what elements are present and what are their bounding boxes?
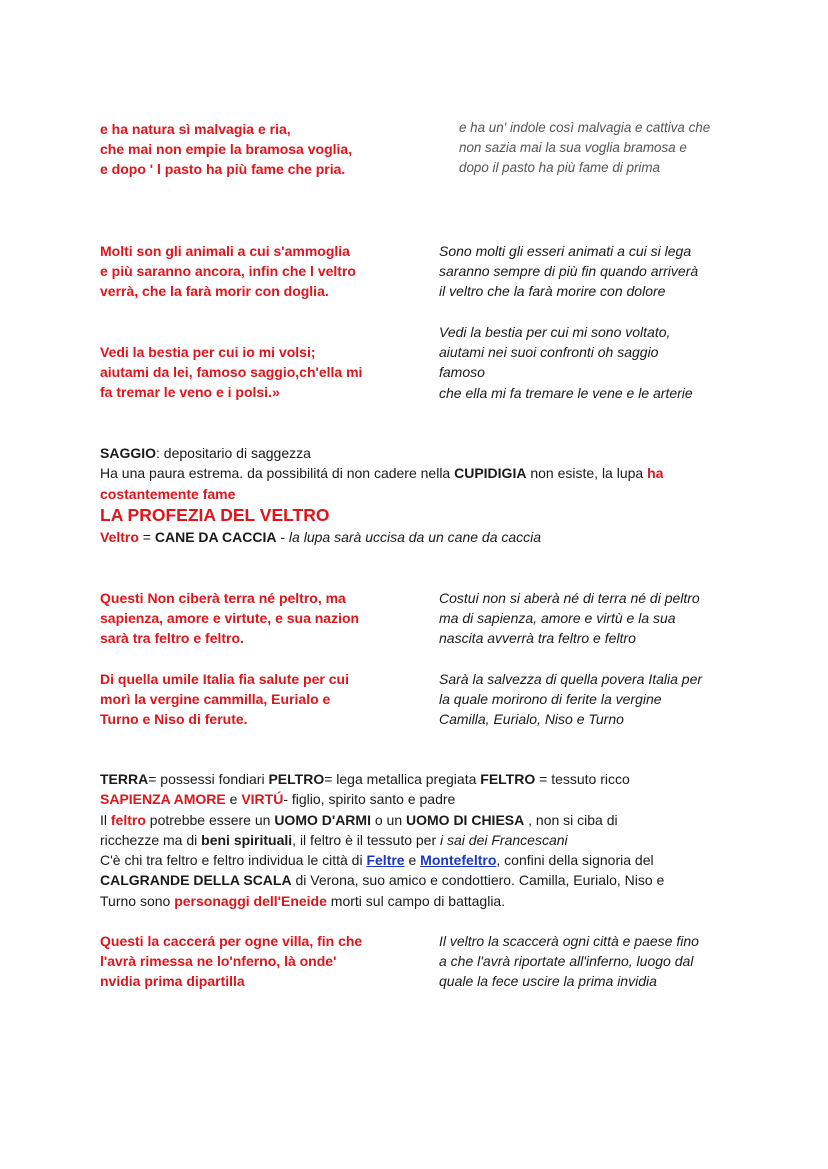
notes-text: - figlio, spirito santo e padre	[283, 791, 456, 808]
verse-line: nvidia prima dipartilla	[100, 973, 245, 990]
notes-text: potrebbe essere un	[145, 811, 275, 828]
translation-stanza-1	[459, 118, 710, 178]
equals-sign: =	[138, 529, 155, 545]
notes-text: , confini della signoria del	[496, 852, 654, 869]
translation-line: aiutami nei suoi confronti oh saggio	[439, 344, 659, 361]
translation-line: Sono molti gli esseri animati a cui si lega	[439, 243, 692, 259]
translation-line: la quale morirono di ferite la vergine	[439, 691, 662, 708]
italic-note: i sai dei Francescani	[440, 831, 568, 848]
verse-line: aiutami da lei, famoso saggio,ch'ella mi	[100, 364, 363, 381]
notes-text: , non si ciba di	[524, 811, 618, 828]
translation-line: Costui non si aberà né di terra né di peltro	[439, 590, 700, 606]
notes-line	[100, 463, 663, 483]
translation-line: che ella mi fa tremare le vene e le arterie	[439, 384, 693, 401]
notes-saggio	[100, 443, 663, 504]
term-veltro: Veltro	[100, 529, 139, 545]
translation-line: Camilla, Eurialo, Niso e Turno	[439, 711, 624, 728]
verse-stanza-6	[100, 931, 362, 992]
verse-line: fa tremar le veno e i polsi.»	[100, 384, 280, 401]
highlight-text: costantemente fame	[100, 485, 236, 502]
term-calgrande: CALGRANDE DELLA SCALA	[100, 872, 292, 889]
translation-line: Il veltro la scaccerà ogni città e paese fino	[439, 933, 699, 949]
translation-line: il veltro che la farà morire con dolore	[439, 283, 666, 300]
verse-stanza-5	[100, 669, 349, 730]
notes-line	[100, 830, 664, 850]
translation-stanza-2	[439, 241, 698, 302]
notes-line	[100, 891, 664, 911]
notes-text: Il	[100, 811, 111, 828]
notes-text: C'è chi tra feltro e feltro individua le città di	[100, 852, 367, 869]
verse-line: Di quella umile Italia fia salute per cui	[100, 671, 349, 687]
notes-terra-peltro-feltro	[100, 769, 664, 911]
notes-line	[100, 810, 664, 830]
notes-line	[100, 443, 663, 463]
translation-line: e ha un' indole così malvagia e cattiva che	[459, 120, 711, 135]
translation-stanza-5	[439, 669, 702, 730]
verse-stanza-3	[100, 342, 362, 403]
notes-line	[100, 789, 664, 809]
feltre-link[interactable]: Feltre	[366, 852, 405, 869]
notes-text: Turno sono	[100, 892, 175, 909]
notes-text: e	[404, 852, 421, 869]
translation-stanza-6	[439, 931, 699, 992]
verse-stanza-1	[100, 119, 352, 180]
translation-line: quale la fece uscire la prima invidia	[439, 973, 657, 990]
veltro-definition	[100, 527, 541, 547]
notes-line	[100, 484, 663, 504]
term-feltro: FELTRO	[480, 771, 536, 787]
term-feltro-highlight: feltro	[110, 811, 146, 828]
verse-line: Vedi la bestia per cui io mi volsi;	[100, 344, 316, 360]
verse-stanza-2	[100, 241, 356, 302]
verse-line: Questi Non ciberà terra né peltro, ma	[100, 590, 346, 606]
verse-line: e dopo ' l pasto ha più fame che pria.	[100, 161, 346, 178]
term-cupidigia: CUPIDIGIA	[454, 465, 527, 482]
translation-line: a che l'avrà riportate all'inferno, luogo dal	[439, 953, 694, 970]
definition-text: = possessi fondiari	[148, 771, 269, 787]
notes-text: di Verona, suo amico e condottiero. Camilla, Eurialo, Niso e	[291, 872, 665, 889]
translation-line: famoso	[439, 364, 485, 381]
translation-stanza-4	[439, 588, 700, 649]
notes-text: e	[225, 791, 242, 808]
term-uomo-armi: UOMO D'ARMI	[274, 811, 371, 828]
term-virtu: VIRTÚ	[241, 791, 284, 808]
notes-text: , il feltro è il tessuto per	[292, 831, 441, 848]
verse-line: e ha natura sì malvagia e ria,	[100, 121, 291, 137]
translation-line: ma di sapienza, amore e virtù e la sua	[439, 610, 676, 627]
definition-text: = tessuto ricco	[535, 771, 630, 787]
verse-line: che mai non empie la bramosa voglia,	[100, 141, 353, 158]
term-peltro: PELTRO	[268, 771, 325, 787]
term-uomo-chiesa: UOMO DI CHIESA	[406, 811, 525, 828]
definition-text: : depositario di saggezza	[156, 445, 311, 461]
notes-text: o un	[370, 811, 406, 828]
term-saggio: SAGGIO	[100, 445, 157, 461]
verse-line: Molti son gli animali a cui s'ammoglia	[100, 243, 350, 259]
verse-line: Questi la caccerá per ogne villa, fin che	[100, 933, 363, 949]
dash-separator: -	[276, 529, 289, 545]
definition-text: = lega metallica pregiata	[324, 771, 481, 787]
translation-line: saranno sempre di più fin quando arriverà	[439, 263, 699, 280]
section-heading: LA PROFEZIA DEL VELTRO	[100, 505, 330, 525]
translation-line: Sarà la salvezza di quella povera Italia per	[439, 671, 703, 687]
verse-line: l'avrà rimessa ne lo'nferno, là onde'	[100, 953, 337, 970]
term-terra: TERRA	[100, 771, 149, 787]
verse-stanza-4	[100, 588, 359, 649]
verse-line: e più saranno ancora, infin che l veltro	[100, 263, 356, 280]
montefeltro-link[interactable]: Montefeltro	[420, 852, 497, 869]
translation-stanza-3	[439, 322, 693, 403]
term-meaning: CANE DA CACCIA	[154, 529, 277, 545]
translation-line: dopo il pasto ha più fame di prima	[459, 160, 660, 175]
notes-line	[100, 769, 664, 789]
notes-line	[100, 850, 664, 870]
highlight-text: ha	[647, 465, 664, 482]
term-sapienza-amore: SAPIENZA AMORE	[100, 791, 226, 808]
translation-line: non sazia mai la sua voglia bramosa e	[459, 140, 687, 155]
term-beni-spirituali: beni spirituali	[201, 831, 293, 848]
verse-line: verrà, che la farà morir con doglia.	[100, 283, 329, 300]
notes-text: ricchezze ma di	[100, 831, 202, 848]
translation-line: nascita avverrà tra feltro e feltro	[439, 630, 636, 647]
verse-line: sapienza, amore e virtute, e sua nazion	[100, 610, 360, 627]
verse-line: Turno e Niso di ferute.	[100, 711, 248, 728]
translation-line: Vedi la bestia per cui mi sono voltato,	[439, 324, 671, 340]
verse-line: sarà tra feltro e feltro.	[100, 630, 244, 647]
definition-note: la lupa sarà uccisa da un cane da caccia	[288, 529, 542, 545]
notes-line	[100, 870, 664, 890]
notes-text: Ha una paura estrema. da possibilitá di non cadere nella	[100, 465, 455, 482]
notes-text: morti sul campo di battaglia.	[326, 892, 506, 909]
notes-text: non esiste, la lupa	[526, 465, 648, 482]
term-personaggi-eneide: personaggi dell'Eneide	[174, 892, 327, 909]
verse-line: morì la vergine cammilla, Eurialo e	[100, 691, 331, 708]
